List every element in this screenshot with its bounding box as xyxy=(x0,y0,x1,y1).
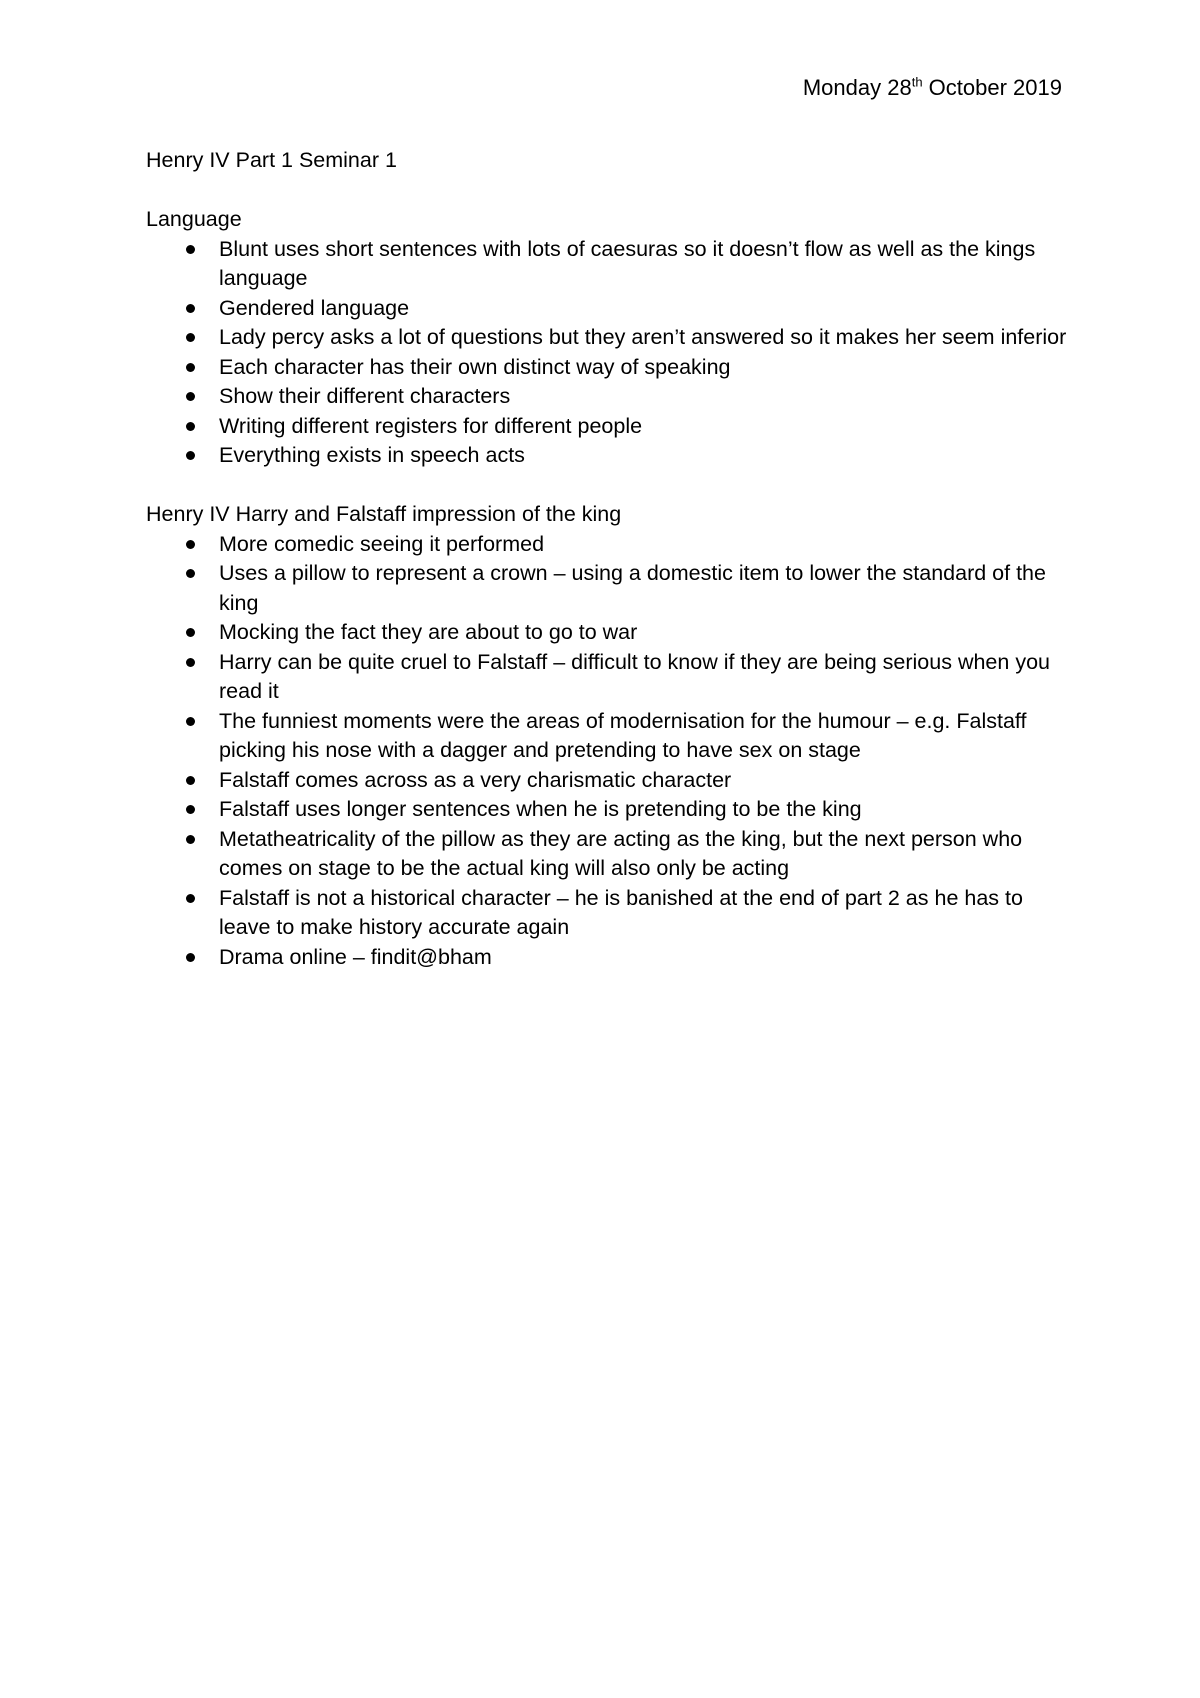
bullet-icon xyxy=(186,540,195,549)
language-bullet-list xyxy=(146,235,1076,471)
list-item xyxy=(146,707,1076,766)
list-item-text: Everything exists in speech acts xyxy=(219,443,525,467)
bullet-icon xyxy=(186,245,195,254)
impression-bullet-list xyxy=(146,530,1076,973)
list-item xyxy=(146,795,1076,825)
list-item-text: The funniest moments were the areas of modernisation for the humour – e.g. Falstaff picking his nose with a dagger and pretending to have sex on stage xyxy=(219,708,1027,762)
bullet-icon xyxy=(186,776,195,785)
list-item-text: Harry can be quite cruel to Falstaff – difficult to know if they are being serious when you read it xyxy=(219,649,1050,703)
spacer xyxy=(146,176,1076,206)
list-item-text: Uses a pillow to represent a crown – using a domestic item to lower the standard of the king xyxy=(219,561,1046,615)
list-item xyxy=(146,559,1076,618)
bullet-icon xyxy=(186,333,195,342)
bullet-icon xyxy=(186,422,195,431)
list-item xyxy=(146,412,1076,442)
date-day: Monday 28 xyxy=(802,75,912,100)
section-heading-language: Language xyxy=(146,207,242,231)
list-item xyxy=(146,353,1076,383)
document-title: Henry IV Part 1 Seminar 1 xyxy=(146,148,397,172)
date-ordinal-suffix: th xyxy=(911,74,923,90)
list-item-text: Falstaff is not a historical character – he is banished at the end of part 2 as he has to leave to make history accurate again xyxy=(219,885,1023,939)
date-month-year: October 2019 xyxy=(922,75,1062,100)
bullet-icon xyxy=(186,894,195,903)
spacer xyxy=(146,471,1076,501)
bullet-icon xyxy=(186,717,195,726)
list-item xyxy=(146,235,1076,294)
bullet-icon xyxy=(186,658,195,667)
list-item xyxy=(146,884,1076,943)
list-item-text: Blunt uses short sentences with lots of caesuras so it doesn’t flow as well as the kings language xyxy=(219,236,1036,290)
document-date xyxy=(803,73,1062,102)
bullet-icon xyxy=(186,392,195,401)
list-item-text: Gendered language xyxy=(219,295,410,320)
bullet-icon xyxy=(186,628,195,637)
bullet-icon xyxy=(186,953,195,962)
list-item-text: More comedic seeing it performed xyxy=(219,531,545,556)
list-item xyxy=(146,825,1076,884)
list-item xyxy=(146,648,1076,707)
list-item-text: Show their different characters xyxy=(219,384,511,408)
list-item xyxy=(146,766,1076,796)
list-item-text: Falstaff uses longer sentences when he is pretending to be the king xyxy=(219,797,862,821)
list-item-text: Metatheatricality of the pillow as they are acting as the king, but the next person who comes on stage to be the actual king will also only be acting xyxy=(219,826,1023,880)
list-item-text: Drama online – findit@bham xyxy=(219,944,492,969)
bullet-icon xyxy=(186,451,195,460)
list-item-text: Lady percy asks a lot of questions but they aren’t answered so it makes her seem inferior xyxy=(219,325,1067,349)
list-item xyxy=(146,943,1076,973)
list-item xyxy=(146,441,1076,471)
bullet-icon xyxy=(186,569,195,578)
document-body xyxy=(146,146,1076,972)
list-item-text: Mocking the fact they are about to go to war xyxy=(219,620,638,644)
section-heading-impression: Henry IV Harry and Falstaff impression of the king xyxy=(146,502,622,526)
list-item-text: Writing different registers for different people xyxy=(219,413,643,438)
bullet-icon xyxy=(186,835,195,844)
list-item xyxy=(146,294,1076,324)
bullet-icon xyxy=(186,805,195,814)
list-item xyxy=(146,618,1076,648)
list-item-text: Each character has their own distinct way of speaking xyxy=(219,354,731,379)
list-item xyxy=(146,530,1076,560)
list-item xyxy=(146,382,1076,412)
bullet-icon xyxy=(186,363,195,372)
bullet-icon xyxy=(186,304,195,313)
list-item-text: Falstaff comes across as a very charismatic character xyxy=(219,767,732,792)
list-item xyxy=(146,323,1076,353)
